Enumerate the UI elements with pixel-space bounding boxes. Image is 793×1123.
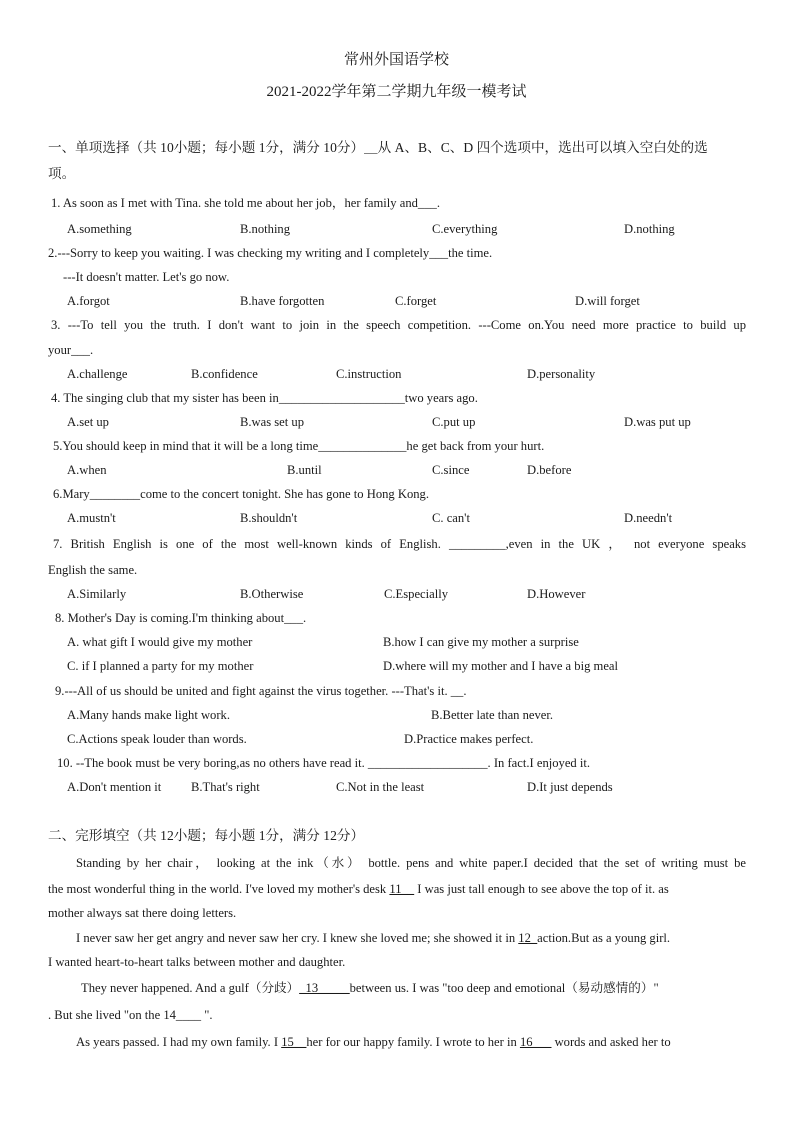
q4-option-d: D.was put up	[624, 415, 691, 429]
passage-p3-line1	[81, 980, 659, 996]
q8-option-d: D.where will my mother and I have a big meal	[383, 659, 619, 673]
q6-option-d: D.needn't	[624, 511, 673, 525]
question-10: 10. --The book must be very boring,as no others have read it. ___________________. In fact.I enjoyed it.	[57, 756, 591, 770]
question-1: 1. As soon as I met with Tina. she told me about her job，her family and___.	[51, 196, 440, 210]
q5-option-b: B.until	[287, 463, 322, 477]
blank-12: 12_	[518, 931, 538, 945]
passage-p3-line2: . But she lived "on the 14____ ".	[48, 1008, 213, 1022]
q1-option-c: C.everything	[432, 222, 498, 236]
passage-p1-line2	[48, 881, 669, 897]
q8-option-b: B.how I can give my mother a surprise	[383, 635, 579, 649]
q8-option-c: C. if I planned a party for my mother	[67, 659, 254, 673]
passage-p3-line1-b: between us. I was "too deep and emotional（易动感情的）"	[349, 981, 659, 995]
q4-option-a: A.set up	[67, 415, 109, 429]
question-8: 8. Mother's Day is coming.I'm thinking about___.	[55, 611, 307, 625]
question-7-cont: English the same.	[48, 563, 138, 577]
q9-option-a: A.Many hands make light work.	[67, 708, 230, 722]
q3-option-c: C.instruction	[336, 367, 402, 381]
q6-option-a: A.mustn't	[67, 511, 116, 525]
q9-option-c: C.Actions speak louder than words.	[67, 732, 247, 746]
question-7: 7. British English is one of the most well-known kinds of English. _________,even in the UK ， not everyone speaks	[53, 537, 746, 551]
q6-option-c: C. can't	[432, 511, 470, 525]
q10-option-c: C.Not in the least	[336, 780, 425, 794]
q7-option-d: D.However	[527, 587, 586, 601]
question-9: 9.---All of us should be united and fight against the virus together. ---That's it. __.	[55, 684, 467, 698]
q1-option-d: D.nothing	[624, 222, 675, 236]
q7-option-c: C.Especially	[384, 587, 449, 601]
passage-p1-line1: Standing by her chair， looking at the ink（水） bottle. pens and white paper.I decided that the set of writing must be	[76, 856, 746, 870]
question-3-cont: your___.	[48, 343, 94, 357]
q2-option-c: C.forget	[395, 294, 437, 308]
q2-option-d: D.will forget	[575, 294, 640, 308]
q10-option-a: A.Don't mention it	[67, 780, 162, 794]
passage-p2-line1	[76, 930, 670, 946]
q4-option-c: C.put up	[432, 415, 476, 429]
q9-option-b: B.Better late than never.	[431, 708, 554, 722]
question-5: 5.You should keep in mind that it will be a long time______________he get back from your hurt.	[53, 439, 545, 453]
blank-11: 11__	[389, 882, 415, 896]
q1-option-b: B.nothing	[240, 222, 291, 236]
q9-option-d: D.Practice makes perfect.	[404, 732, 534, 746]
q3-option-d: D.personality	[527, 367, 596, 381]
q7-option-a: A.Similarly	[67, 587, 127, 601]
question-3: 3. ---To tell you the truth. I don't want to join in the speech competition. ---Come on.You need more practice to build up	[51, 318, 746, 332]
exam-title: 2021-2022学年第二学期九年级一模考试	[266, 84, 527, 100]
q6-option-b: B.shouldn't	[240, 511, 298, 525]
section2-heading: 二、完形填空（共 12小题；每小题 1分，满分 12分）	[48, 828, 365, 843]
blank-16: 16___	[519, 1035, 552, 1049]
passage-p4-line1-c: words and asked her to	[551, 1035, 671, 1049]
q3-option-b: B.confidence	[191, 367, 258, 381]
q10-option-d: D.It just depends	[527, 780, 613, 794]
passage-p3-line1-a: They never happened. And a gulf（分歧）	[81, 981, 300, 995]
passage-p1-line3: mother always sat there doing letters.	[48, 906, 237, 920]
q2-option-a: A.forgot	[67, 294, 110, 308]
q4-option-b: B.was set up	[240, 415, 305, 429]
q5-option-c: C.since	[432, 463, 470, 477]
passage-p1-line2-b: I was just tall enough to see above the top of it. as	[414, 882, 669, 896]
question-2: 2.---Sorry to keep you waiting. I was checking my writing and I completely___the time.	[48, 246, 493, 260]
passage-p1-line2-a: the most wonderful thing in the world. I've loved my mother's desk	[48, 882, 390, 896]
q1-option-a: A.something	[67, 222, 132, 236]
passage-p2-line2: I wanted heart-to-heart talks between mother and daughter.	[48, 955, 346, 969]
question-6: 6.Mary________come to the concert tonight. She has gone to Hong Kong.	[53, 487, 429, 501]
passage-p4-line1-a: As years passed. I had my own family. I	[76, 1035, 282, 1049]
section1-heading: 一、单项选择（共 10小题；每小题 1分，满分 10分）＿从 A、B、C、D 四个选项中，选出可以填入空白处的选	[48, 140, 708, 155]
passage-p2-line1-b: action.But as a young girl.	[537, 931, 671, 945]
school-name: 常州外国语学校	[343, 52, 449, 68]
question-2-reply: ---It doesn't matter. Let's go now.	[63, 270, 230, 284]
blank-13: _13_____	[299, 981, 350, 995]
passage-p4-line1-b: her for our happy family. I wrote to her in	[306, 1035, 520, 1049]
q10-option-b: B.That's right	[191, 780, 260, 794]
q5-option-a: A.when	[67, 463, 107, 477]
q3-option-a: A.challenge	[67, 367, 128, 381]
q2-option-b: B.have forgotten	[240, 294, 325, 308]
section1-heading-cont: 项。	[48, 166, 76, 181]
q7-option-b: B.Otherwise	[240, 587, 304, 601]
passage-p2-line1-a: I never saw her get angry and never saw her cry. I knew she loved me; she showed it in	[76, 931, 519, 945]
blank-15: 15__	[281, 1035, 307, 1049]
q8-option-a: A. what gift I would give my mother	[67, 635, 253, 649]
passage-p4-line1	[76, 1034, 671, 1050]
question-4: 4. The singing club that my sister has been in____________________two years ago.	[51, 391, 478, 405]
q5-option-d: D.before	[527, 463, 572, 477]
